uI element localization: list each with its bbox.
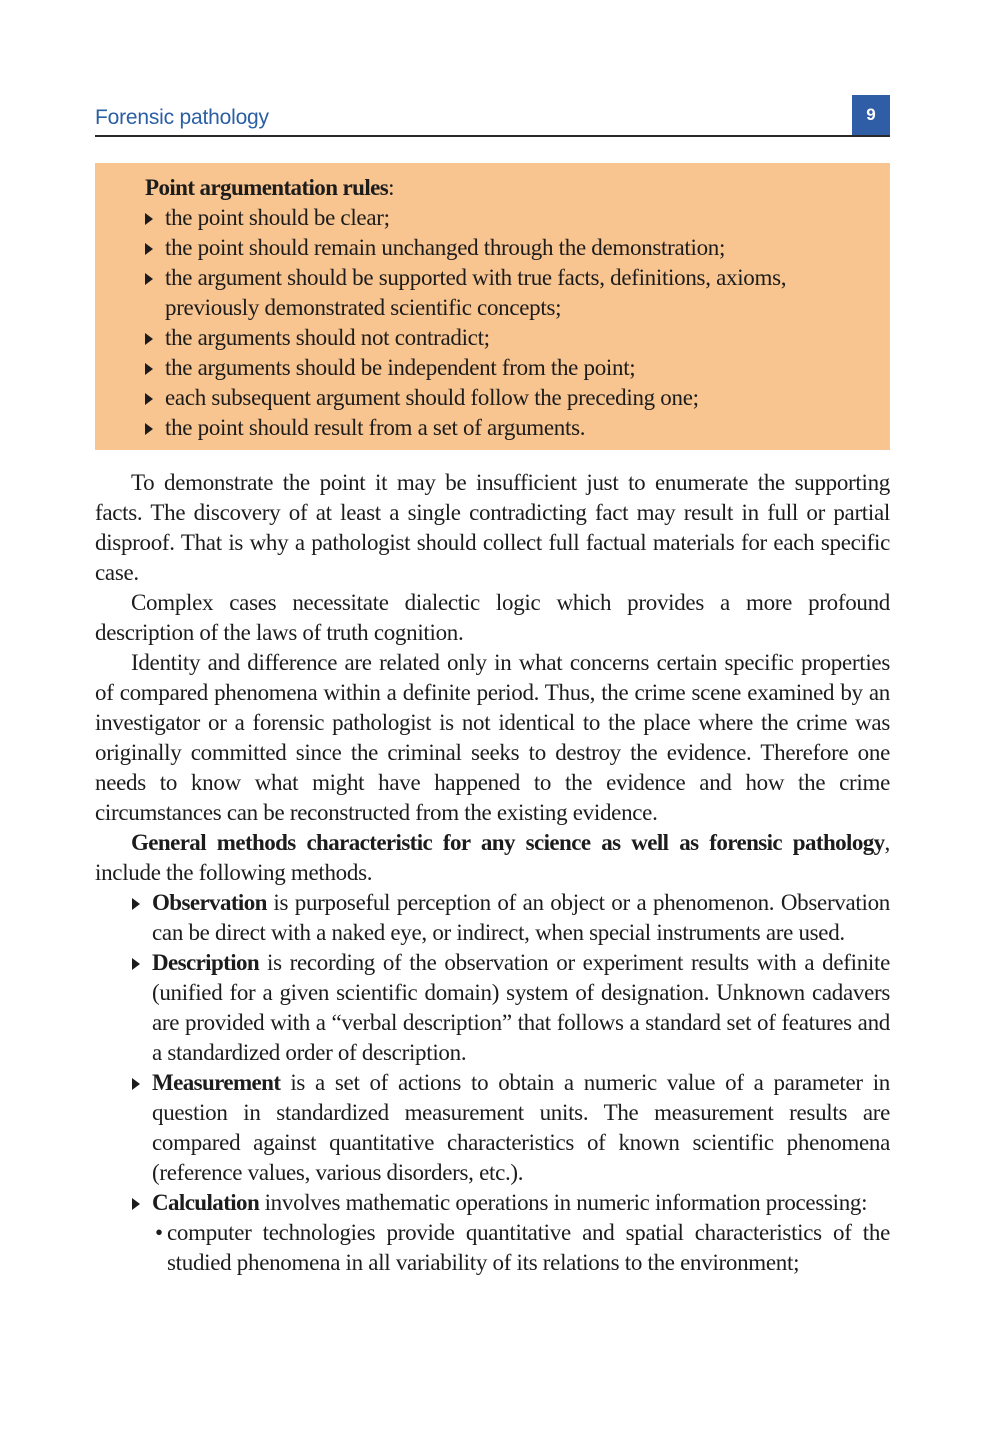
triangle-bullet-icon [145,393,153,405]
general-methods-paragraph [95,828,890,888]
rule-item: each subsequent argument should follow the preceding one; [145,383,874,413]
method-item [152,1188,890,1278]
triangle-bullet-icon [132,1198,140,1210]
triangle-bullet-icon [145,333,153,345]
triangle-bullet-icon [145,273,153,285]
rules-title: Point argumentation rules [145,175,389,200]
rules-box [95,163,890,450]
triangle-bullet-icon [145,363,153,375]
method-text: is a set of actions to obtain a numeric value of a parameter in question in standardized measurement units. The measurement results are compared against quantitative characteristics of known scientific phenomena (reference values, various disorders, etc.). [152,1070,890,1185]
general-methods-rest: , include the following methods. [95,830,890,885]
paragraph: Complex cases necessitate dialectic logic which provides a more profound description of the laws of truth cognition. [95,590,890,645]
methods-list [95,888,890,1278]
method-text: is purposeful perception of an object or a phenomenon. Observation can be direct with a naked eye, or indirect, when special instruments are used. [152,890,890,945]
rules-title-suffix: : [388,175,395,200]
rule-item: the arguments should not contradict; [145,323,874,353]
rules-list [145,203,874,443]
rule-item: the point should remain unchanged through the demonstration; [145,233,874,263]
triangle-bullet-icon [132,958,140,970]
triangle-bullet-icon [145,423,153,435]
page-header [95,95,890,137]
rules-title-line [145,173,874,203]
paragraph: Identity and difference are related only in what concerns certain specific properties of compared phenomena within a definite period. Thus, the crime scene examined by an investigator or a forensic pathologist is not identical to the place where the crime was originally committed since the criminal seeks to destroy the evidence. Therefore one needs to know what might have happened to the evidence and how the crime circumstances can be reconstructed from the existing evidence. [95,650,890,825]
method-text: involves mathematic operations in numeric information processing: [259,1190,868,1215]
calculation-bullets [152,1218,890,1278]
rule-item: the argument should be supported with true facts, definitions, axioms, previously demonstrated scientific concepts; [145,263,874,323]
method-term: Observation [152,890,267,915]
triangle-bullet-icon [132,1078,140,1090]
method-item [152,948,890,1068]
running-title: Forensic pathology [95,106,269,129]
method-text: is recording of the observation or experiment results with a definite (unified for a given scientific domain) system of designation. Unknown cadavers are provided with a “verbal description” that follows a standard set of features and a standardized order of description. [152,950,890,1065]
rule-item: the point should result from a set of arguments. [145,413,874,443]
triangle-bullet-icon [145,213,153,225]
method-term: Description [152,950,260,975]
method-item [152,888,890,948]
triangle-bullet-icon [145,243,153,255]
triangle-bullet-icon [132,898,140,910]
rule-item: the arguments should be independent from the point; [145,353,874,383]
rule-item: the point should be clear; [145,203,874,233]
method-item [152,1068,890,1188]
page-number: 9 [852,95,890,135]
paragraph: To demonstrate the point it may be insufficient just to enumerate the supporting facts. The discovery of at least a single contradicting fact may result in full or partial disproof. That is why a pathologist should collect full factual materials for each specific case. [95,470,890,585]
dot-bullet-icon: • [155,1220,163,1245]
calculation-bullet-item: • computer technologies provide quantitative and spatial characteristics of the studied phenomena in all variability of its relations to the environment; [155,1220,890,1275]
method-term: Measurement [152,1070,281,1095]
method-term: Calculation [152,1190,260,1215]
body-text [95,468,890,1278]
general-methods-bold: General methods characteristic for any science as well as forensic pathology [131,830,885,855]
